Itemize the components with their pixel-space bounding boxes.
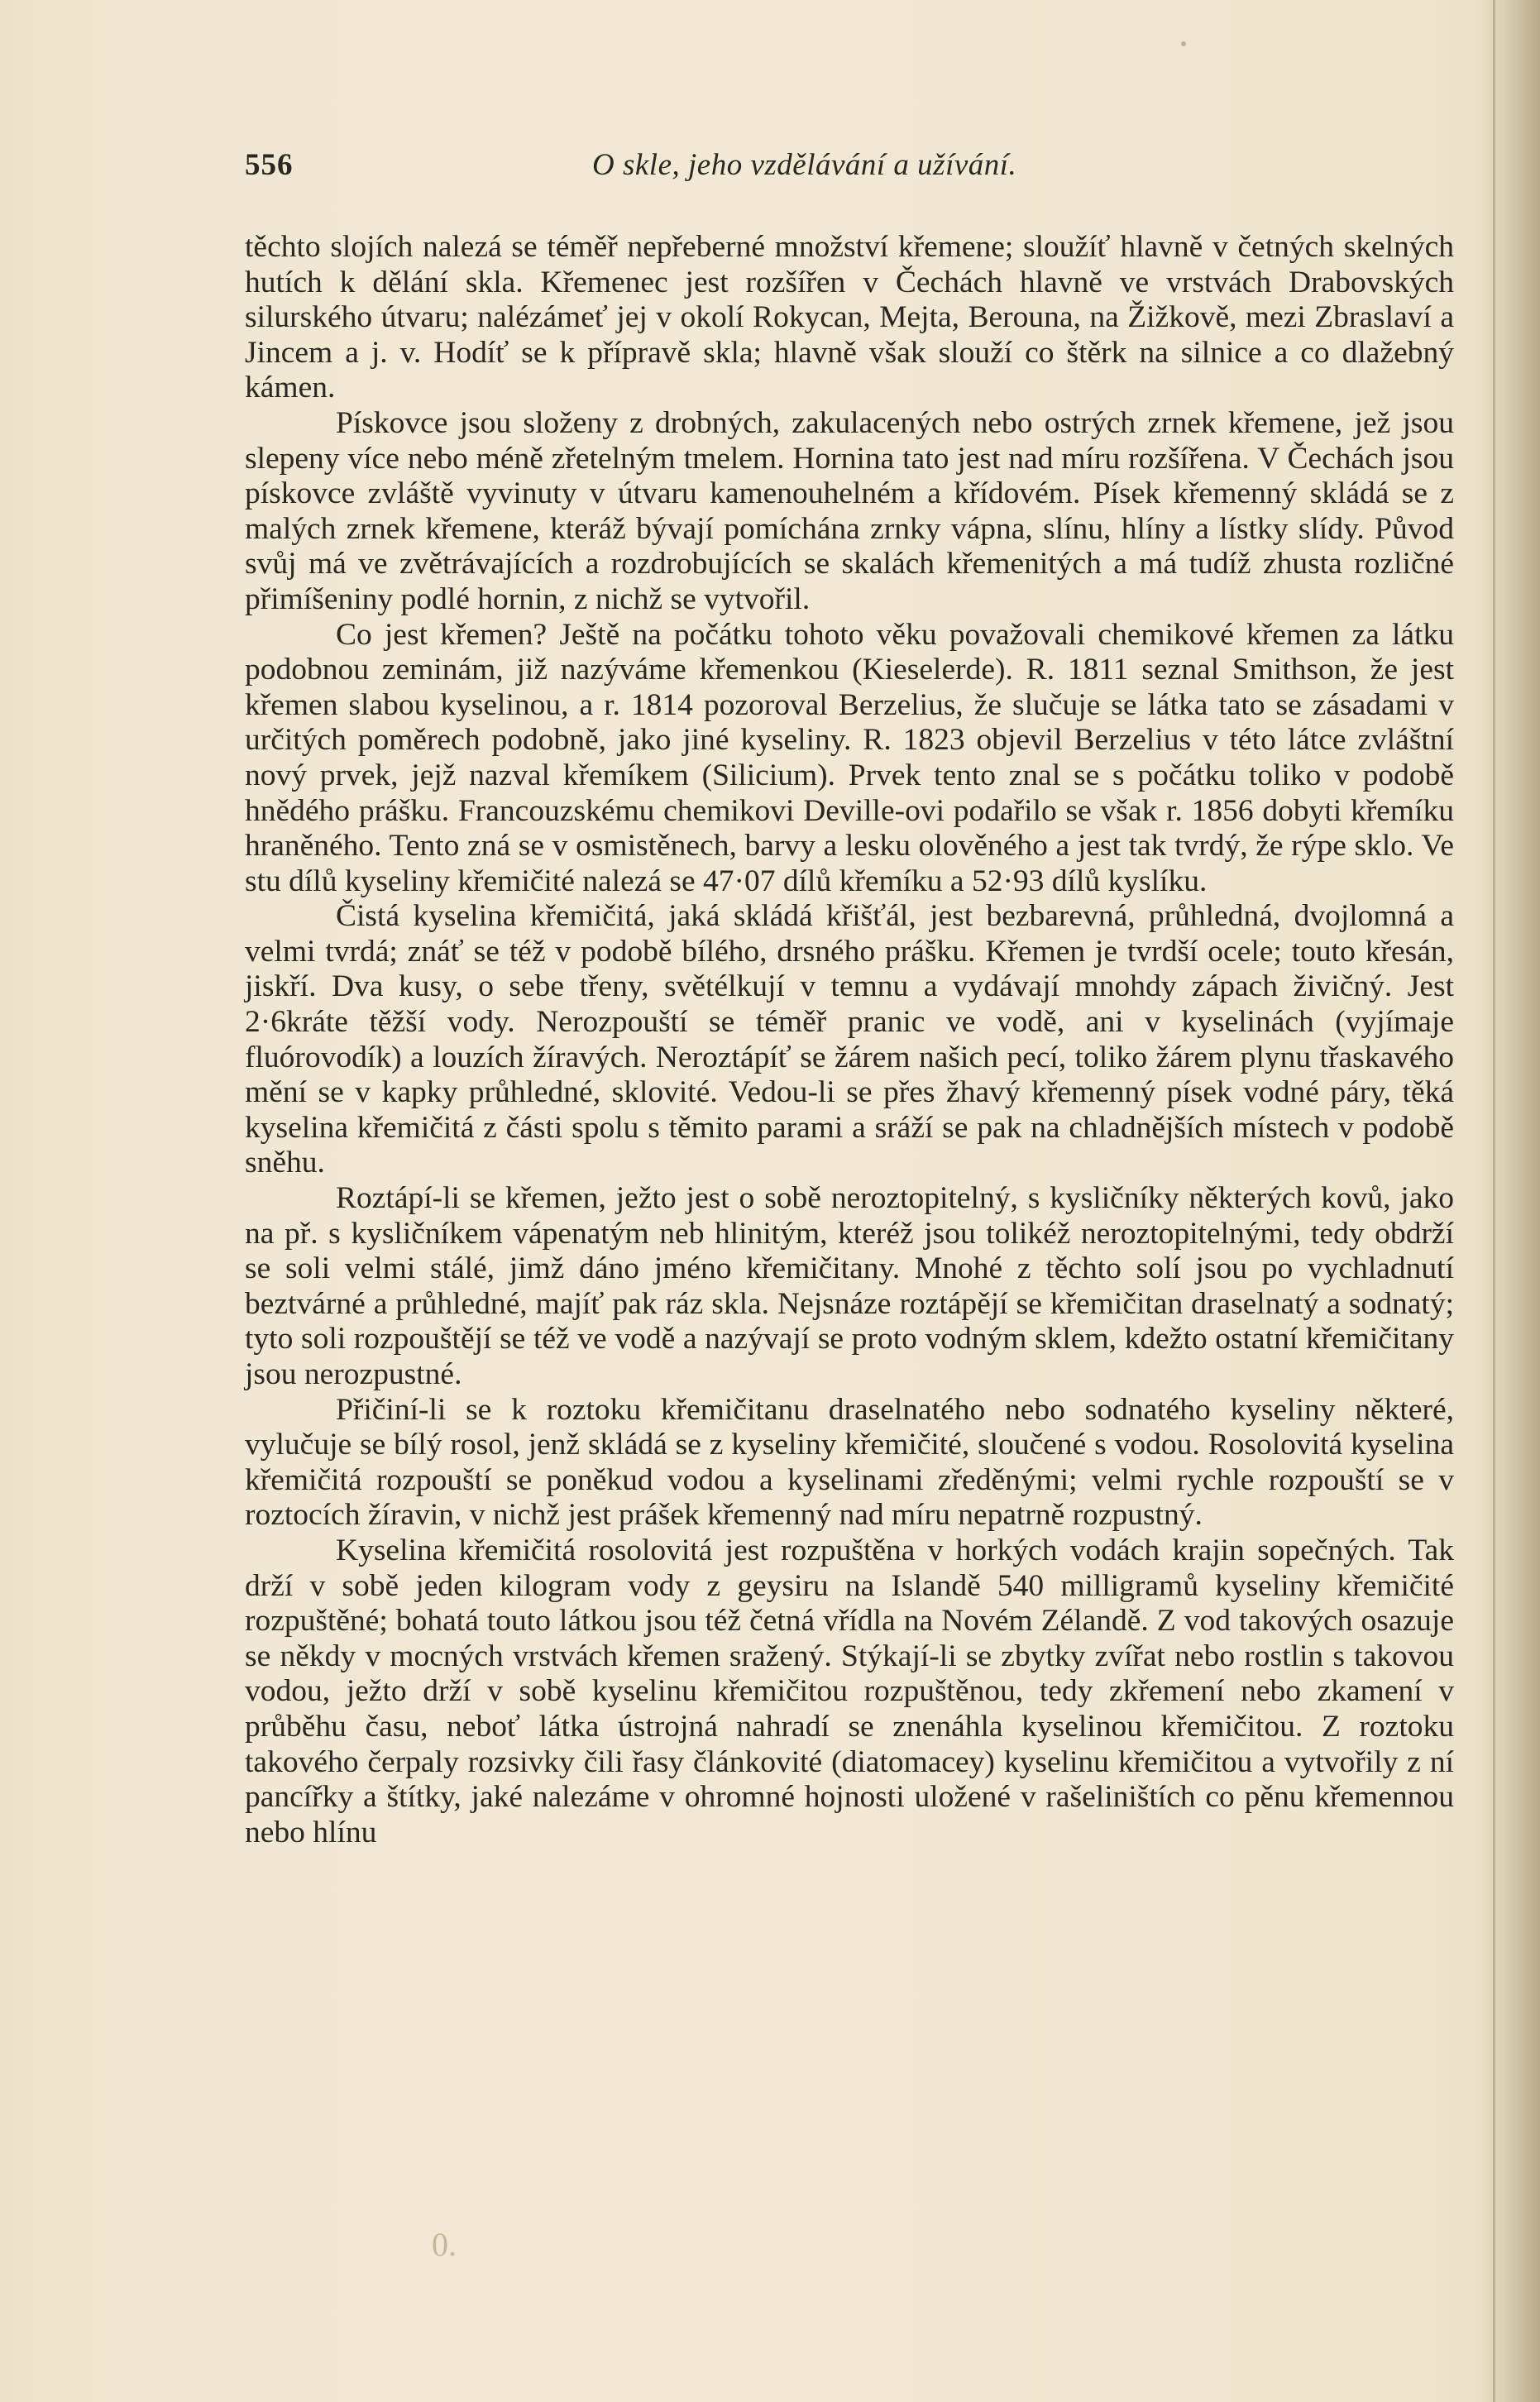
paragraph-roztapi-li: Roztápí-li se křemen, ježto jest o sobě neroztopitelný, s kysličníky některých kovů, jako na př. s kysličníkem vápenatým neb hlinitým, kteréž jsou tolikéž neroztopitelnými, tedy obdrží se soli velmi stálé, jimž dáno jméno křemičitany. Mnohé z těchto solí jsou po vychladnutí beztvárné a průhledné, majíť pak ráz skla. Nejsnáze roztápějí se křemičitan draselnatý a sodnatý; tyto soli rozpouštějí se též ve vodě a nazývají se proto vodným sklem, kdežto ostatní křemičitany jsou nerozpustné. [245, 1181, 1454, 1391]
paragraph-pricini-li: Přičiní-li se k roztoku křemičitanu draselnatého nebo sodnatého kyseliny některé, vylučuje se bílý rosol, jenž skládá se z kyseliny křemičité, sloučené s vodou. Rosolovitá kyselina křemičitá rozpouští se poněkud vodou a kyselinami zředěnými; velmi rychle rozpouští se v roztocích žíravin, v nichž jest prášek křemenný nad míru nepatrně rozpustný. [245, 1392, 1454, 1533]
paragraph-cista-kyselina: Čistá kyselina křemičitá, jaká skládá křišťál, jest bezbarevná, průhledná, dvojlomná a velmi tvrdá; znáť se též v podobě bílého, drsného prášku. Křemen je tvrdší ocele; touto křesán, jiskří. Dva kusy, o sebe třeny, světélkují v temnu a vydávají mnohdy zápach živičný. Jest 2·6kráte těžší vody. Nerozpouští se téměř pranic ve vodě, ani v kyselinách (vyjímaje fluórovodík) a louzích žíravých. Neroztápíť se žárem našich pecí, toliko žárem plynu třaskavého mění se v kapky průhledné, sklovité. Vedou-li se přes žhavý křemenný písek vodné páry, těká kyselina křemičitá z části spolu s těmito parami a sráží se pak na chladnějších místech v podobě sněhu. [245, 899, 1454, 1180]
page-header [245, 147, 1452, 189]
paragraph-co-jest-kremen: Co jest křemen? Ještě na počátku tohoto věku považovali chemikové křemen za látku podobnou zeminám, již nazýváme křemenkou (Kieselerde). R. 1811 seznal Smithson, že jest křemen slabou kyselinou, a r. 1814 pozoroval Berzelius, že slučuje se látka tato se zásadami v určitých poměrech podobně, jako jiné kyseliny. R. 1823 objevil Berzelius v této látce zvláštní nový prvek, jejž nazval křemíkem (Silicium). Prvek tento znal se s počátku toliko v podobě hnědého prášku. Francouzskému chemikovi Deville-ovi podařilo se však r. 1856 dobyti křemíku hraněného. Tento zná se v osmistěnech, barvy a lesku olověného a jest tak tvrdý, že rýpe sklo. Ve stu dílů kyseliny křemičité nalezá se 47·07 dílů křemíku a 52·93 dílů kyslíku. [245, 617, 1454, 898]
body-text [245, 230, 1454, 1850]
ink-speck [1181, 41, 1186, 46]
spine-edge-line [1493, 0, 1495, 2402]
paragraph-piskovce: Pískovce jsou složeny z drobných, zakulacených nebo ostrých zrnek křemene, jež jsou slepeny více nebo méně zřetelným tmelem. Hornina tato jest nad míru rozšířena. V Čechách jsou pískovce zvláště vyvinuty v útvaru kamenouhelném a křídovém. Písek křemenný skládá se z malých zrnek křemene, kteráž bývají pomíchána zrnky vápna, slínu, hlíny a lístky slídy. Původ svůj má ve zvětrávajících a rozdrobujících se skalách křemenitých a má tudíž zhusta rozličné přimíšeniny podlé hornin, z nichž se vytvořil. [245, 405, 1454, 616]
faint-footer-mark: 0. [432, 2226, 457, 2263]
page-number: 556 [245, 148, 294, 182]
paragraph-kyselina-rosolovita: Kyselina křemičitá rosolovitá jest rozpuštěna v horkých vodách krajin sopečných. Tak drží v sobě jeden kilogram vody z geysiru na Islandě 540 milligramů kyseliny křemičité rozpuštěné; bohatá touto látkou jsou též četná vřídla na Novém Zélandě. Z vod takových osazuje se někdy v mocných vrstvách křemen sražený. Stýkají-li se zbytky zvířat nebo rostlin s takovou vodou, ježto drží v sobě kyselinu křemičitou rozpuštěnou, tedy zkřemení nebo zkamení v průběhu času, neboť látka ústrojná nahradí se znenáhla kyselinou křemičitou. Z roztoku takového čerpaly rozsivky čili řasy článkovité (diatomacey) kyselinu křemičitou a vytvořily z ní pancířky a štítky, jaké nalezáme v ohromné hojnosti uložené v rašeliništích co pěnu křemennou nebo hlínu [245, 1533, 1454, 1849]
book-spine-shadow [1482, 0, 1540, 2402]
paragraph-continuation: těchto slojích nalezá se téměř nepřeberné množství křemene; sloužíť hlavně v četných skelných hutích k dělání skla. Křemenec jest rozšířen v Čechách hlavně ve vrstvách Drabovských silurského útvaru; nalézámeť jej v okolí Rokycan, Mejta, Berouna, na Žižkově, mezi Zbraslaví a Jincem a j. v. Hodíť se k přípravě skla; hlavně však slouží co štěrk na silnice a co dlažebný kámen. [245, 230, 1454, 405]
running-title: O skle, jeho vzdělávání a užívání. [592, 148, 1017, 182]
